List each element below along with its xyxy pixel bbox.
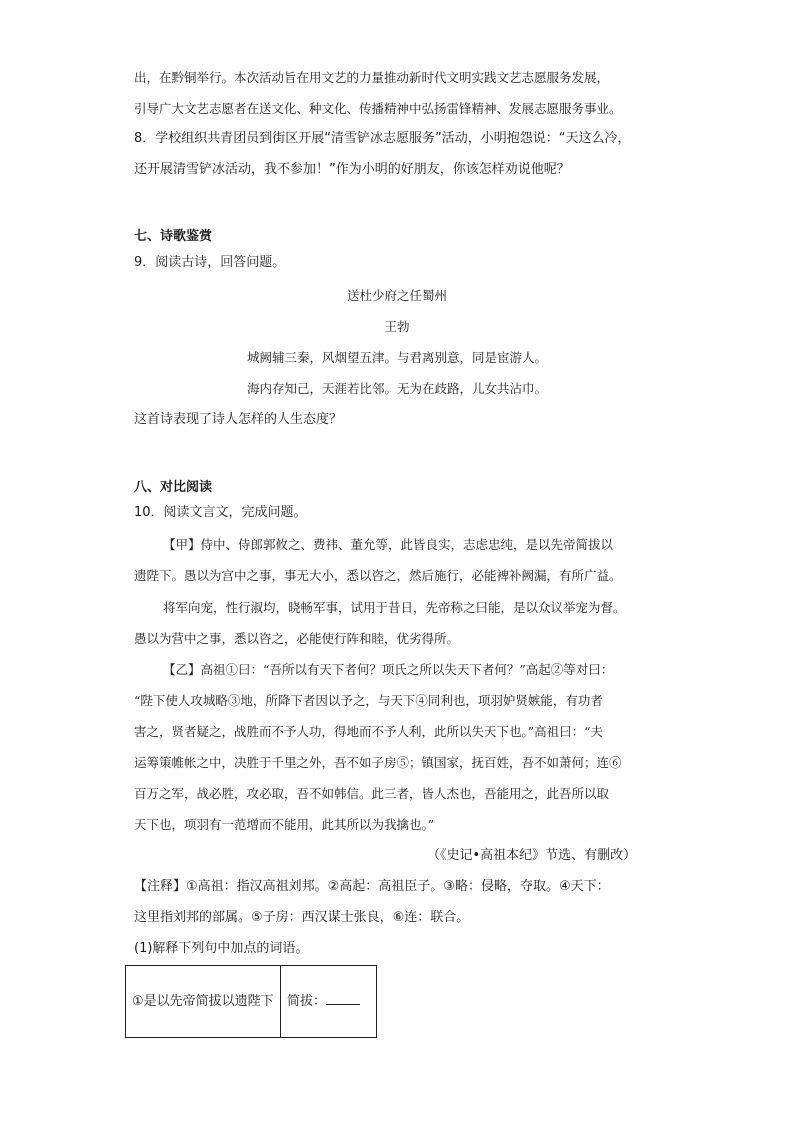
question-8-line-2: 还开展清雪铲冰活动，我不参加！”作为小明的好朋友，你该怎样劝说他呢？ — [134, 162, 570, 177]
question-9-prompt: 这首诗表现了诗人怎样的人生态度？ — [134, 412, 343, 427]
question-10: 10．阅读文言文，完成问题。 — [134, 505, 307, 520]
answer-blank[interactable] — [326, 992, 360, 1005]
answer-label: 简拔： — [287, 993, 327, 1009]
poem-title: 送杜少府之任蜀州 — [346, 288, 447, 303]
passage-jia-line: 将军向宠，性行淑均，晓畅军事，试用于昔日，先帝称之曰能，是以众议举宠为督。 — [163, 600, 626, 615]
question-10-1: (1)解释下列句中加点的词语。 — [134, 941, 309, 956]
poem-line-1: 城阙辅三秦，风烟望五津。与君离别意，同是宦游人。 — [246, 350, 547, 365]
passage-jia-line: 【甲】侍中、侍郎郭攸之、费祎、董允等，此皆良实，志虑忠纯，是以先帝简拔以 — [163, 537, 614, 552]
notes-line-2: 这里指刘邦的部属。⑤子房：西汉谋士张良，⑥连：联合。 — [134, 910, 470, 925]
passage-yi-line: 运筹策帷帐之中，决胜于千里之外，吾不如子房⑤；镇国家，抚百姓，吾不如萧何；连⑥ — [134, 755, 622, 770]
table-row — [126, 966, 377, 1038]
poem-line-2: 海内存知己，天涯若比邻。无为在歧路，儿女共沾巾。 — [246, 381, 547, 396]
passage-yi-line: 百万之军，战必胜，攻必取，吾不如韩信。此三者，皆人杰也，吾能用之，此吾所以取 — [134, 786, 610, 801]
answer-table — [125, 965, 377, 1038]
passage-source: （《史记•高祖本纪》节选、有删改） — [427, 848, 637, 863]
section-heading-comparative: 八、对比阅读 — [134, 480, 213, 495]
passage-jia-line: 愚以为营中之事，悉以咨之，必能使行阵和睦，优劣得所。 — [134, 631, 460, 646]
passage-yi-line: 【乙】高祖①曰：“吾所以有天下者何？项氏之所以失天下者何？”高起②等对曰： — [163, 662, 614, 677]
question-9: 9．阅读古诗，回答问题。 — [134, 255, 286, 270]
section-heading-poetry: 七、诗歌鉴赏 — [134, 229, 213, 244]
passage-yi-line: 害之，贤者疑之，战胜而不予人功，得地而不予人利，此所以失天下也。”高祖曰：“夫 — [134, 724, 604, 739]
text-line: 引导广大文艺志愿者在送文化、种文化、传播精神中弘扬雷锋精神、发展志愿服务事业。 — [134, 101, 622, 116]
table-cell-sentence: ①是以先帝简拔以遗陛下 — [126, 966, 281, 1038]
passage-jia-line: 遗陛下。愚以为宫中之事，事无大小，悉以咨之，然后施行，必能裨补阙漏，有所广益。 — [134, 568, 622, 583]
table-cell-answer — [281, 966, 377, 1038]
passage-yi-line: “陛下使人攻城略③地，所降下者因以予之，与天下④同利也，项羽妒贤嫉能，有功者 — [134, 693, 603, 708]
passage-yi-line: 天下也，项羽有一范增而不能用，此其所以为我擒也。” — [134, 817, 435, 832]
notes-line-1: 【注释】①高祖：指汉高祖刘邦。②高起：高祖臣子。③略：侵略，夺取。④天下： — [134, 879, 610, 894]
text-line: 出，在黔铜举行。本次活动旨在用文艺的力量推动新时代文明实践文艺志愿服务发展， — [134, 70, 610, 85]
poem-author: 王勃 — [384, 319, 410, 334]
question-8-line-1: 8．学校组织共青团员到街区开展“清雪铲冰志愿服务”活动，小明抱怨说：“天这么冷， — [134, 131, 631, 146]
